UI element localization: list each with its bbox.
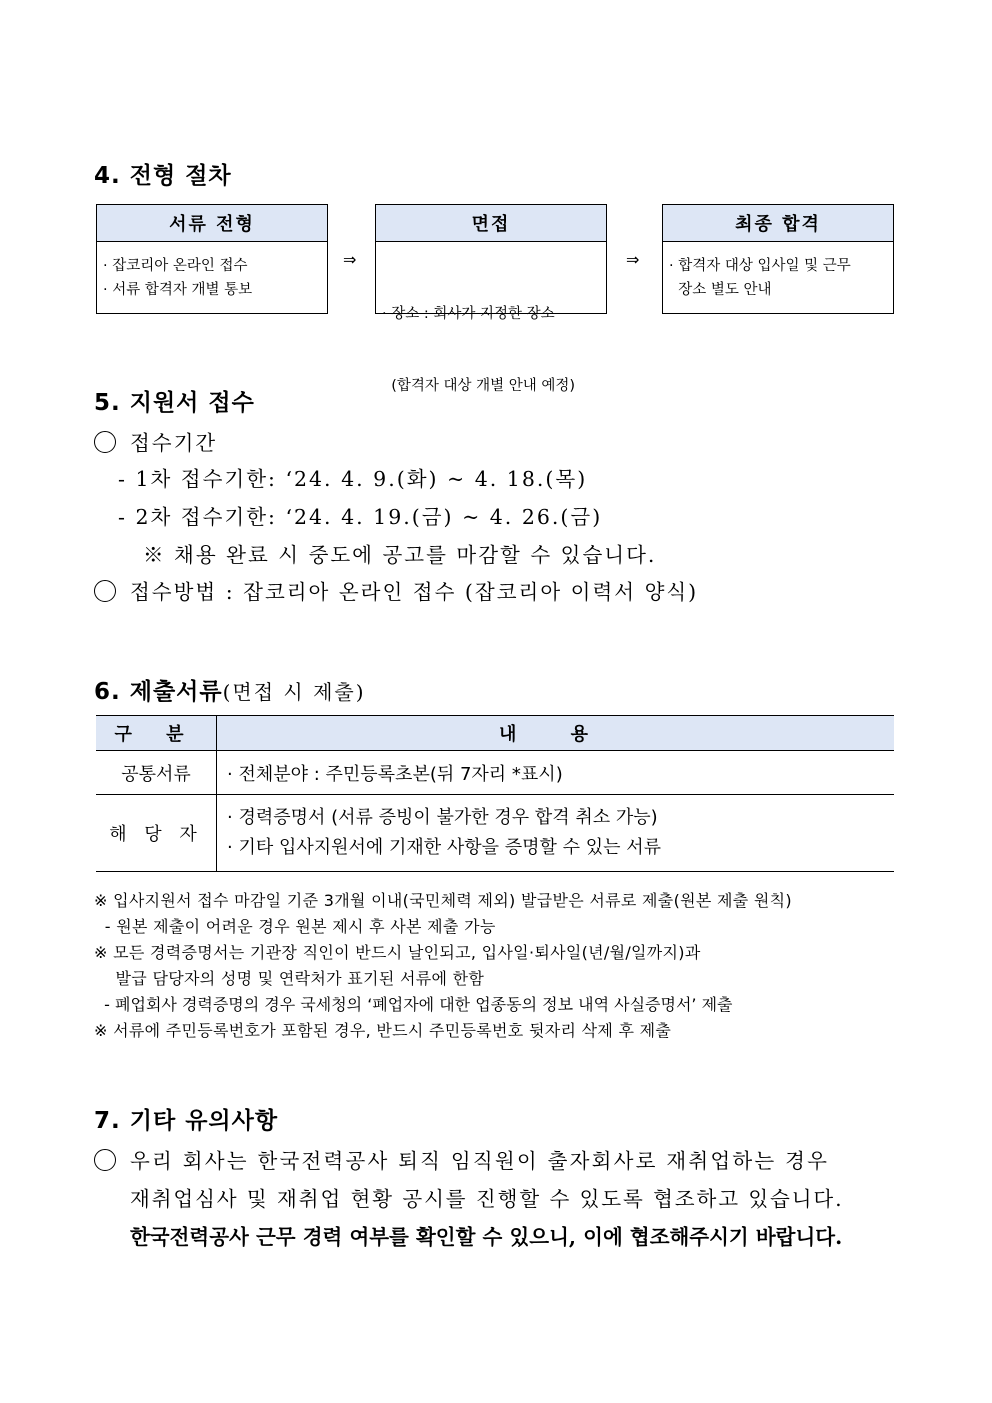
header-content: 내 용 xyxy=(498,724,613,745)
early-close-note: ※ 채용 완료 시 중도에 공고를 마감할 수 있습니다. xyxy=(143,543,657,567)
step-line: · 서류 합격자 개별 통보 xyxy=(103,282,253,298)
step-document-screening xyxy=(96,204,328,314)
arrow-icon: ⇒ xyxy=(343,250,357,269)
note-line: - 원본 제출이 어려운 경우 원본 제시 후 사본 제출 가능 xyxy=(94,917,496,936)
row-category: 해 당 자 xyxy=(96,795,217,871)
notice-line-3: 한국전력공사 근무 경력 여부를 확인할 수 있으니, 이에 협조해주시기 바랍니다. xyxy=(130,1225,843,1249)
note-line: ※ 서류에 주민등록번호가 포함된 경우, 반드시 주민등록번호 뒷자리 삭제 후 제출 xyxy=(94,1021,672,1040)
note-line: ※ 입사지원서 접수 마감일 기준 3개월 이내(국민체력 제외) 발급받은 서류로 제출(원본 제출 원칙) xyxy=(94,891,792,910)
section7-title: 7. 기타 유의사항 xyxy=(94,1108,279,1134)
section6-title: 6. 제출서류 xyxy=(94,679,223,705)
step-title: 면접 xyxy=(376,205,606,242)
step-interview xyxy=(375,204,607,394)
notice-line-2: 재취업심사 및 재취업 현황 공시를 진행할 수 있도록 협조하고 있습니다. xyxy=(130,1187,844,1211)
period-item xyxy=(94,426,217,456)
round2-deadline: - 2차 접수기한: ‘24. 4. 19.(금) ~ 4. 26.(금) xyxy=(118,505,603,529)
table-row xyxy=(96,751,894,795)
method-text: 접수방법 : 잡코리아 온라인 접수 (잡코리아 이력서 양식) xyxy=(130,580,699,604)
step-line: · 합격자 대상 입사일 및 근무 xyxy=(669,258,851,274)
row-item: · 경력증명서 (서류 증빙이 불가한 경우 합격 취소 가능) xyxy=(227,807,658,828)
notice-text: 우리 회사는 한국전력공사 퇴직 임직원이 출자회사로 재취업하는 경우 xyxy=(130,1149,830,1173)
step-line: · 잡코리아 온라인 접수 xyxy=(103,258,248,274)
step-final-pass xyxy=(662,204,894,314)
documents-table xyxy=(96,715,894,872)
row-category: 공통서류 xyxy=(96,751,217,794)
step-title: 서류 전형 xyxy=(97,205,327,242)
row-item: · 기타 입사지원서에 기재한 사항을 증명할 수 있는 서류 xyxy=(227,837,662,858)
note-line: ※ 모든 경력증명서는 기관장 직인이 반드시 날인되고, 입사일·퇴사일(년/월/일까지)과 xyxy=(94,943,701,962)
step-title: 최종 합격 xyxy=(663,205,893,242)
arrow-icon: ⇒ xyxy=(626,250,640,269)
notice-line-1 xyxy=(94,1144,829,1174)
period-label: 접수기간 xyxy=(130,431,218,455)
method-item xyxy=(94,575,698,605)
step-line: 장소 별도 안내 xyxy=(669,282,772,298)
note-line: - 폐업회사 경력증명의 경우 국세청의 ‘폐업자에 대한 업종동의 정보 내역 사실증명서’ 제출 xyxy=(94,995,733,1014)
section6-subtitle: (면접 시 제출) xyxy=(222,680,366,704)
table-header xyxy=(96,715,894,751)
round1-deadline: - 1차 접수기한: ‘24. 4. 9.(화) ~ 4. 18.(목) xyxy=(118,467,588,491)
section5-title: 5. 지원서 접수 xyxy=(94,390,255,416)
table-row xyxy=(96,795,894,872)
circle-bullet-icon xyxy=(94,580,116,602)
header-category: 구 분 xyxy=(96,716,217,750)
section4-title: 4. 전형 절차 xyxy=(94,163,232,189)
section6-heading xyxy=(94,673,366,706)
row-item: · 전체분야 : 주민등록초본(뒤 7자리 *표시) xyxy=(227,763,563,785)
circle-bullet-icon xyxy=(94,1149,116,1171)
circle-bullet-icon xyxy=(94,431,116,453)
note-line: 발급 담당자의 성명 및 연락처가 표기된 서류에 한함 xyxy=(94,969,485,988)
step-line: · 장소 : 회사가 지정한 장소 xyxy=(382,306,555,322)
step-line: (합격자 대상 개별 안내 예정) xyxy=(382,378,576,394)
